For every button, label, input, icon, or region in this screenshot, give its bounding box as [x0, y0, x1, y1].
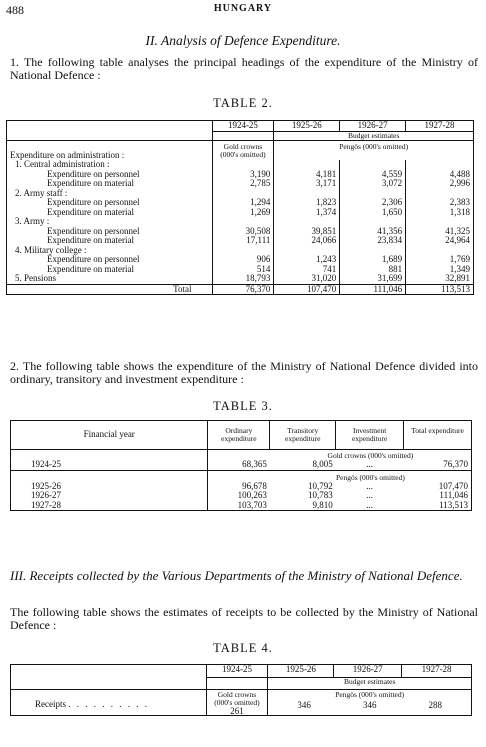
table-4-year-header: 1924-25	[206, 665, 268, 678]
table-4-gold-cell: Gold crowns (000's omitted) 261	[206, 690, 268, 716]
table-4-year-header: 1926-27	[334, 665, 402, 678]
table-2-cell: 1,349	[406, 265, 474, 275]
table-2-cell: 18,793	[212, 274, 274, 284]
table-2-cell: 3,072	[340, 179, 406, 189]
table-2-row-label: 5. Pensions	[15, 273, 57, 283]
table-2-cell: 31,020	[274, 274, 340, 284]
table-3-year: 1925-26	[31, 480, 61, 491]
table-3	[10, 420, 472, 511]
table-2-cell: 41,356	[340, 227, 406, 237]
table-3-header-transitory: Transitory expenditure	[270, 421, 336, 450]
table-2-cell: 4,488	[406, 170, 474, 180]
table-2-cell: 2,383	[406, 198, 474, 208]
table-4-year-header: 1927-28	[402, 665, 472, 678]
table-2-cell: 3,171	[274, 179, 340, 189]
table-3-cell: ...	[366, 499, 374, 510]
table-2-cell: 41,325	[406, 227, 474, 237]
table-3-year: 1926-27	[31, 490, 61, 500]
section-2-title: II. Analysis of Defence Expenditure.	[145, 33, 341, 48]
table-2-row-label: 1. Central administration :	[15, 159, 110, 169]
table-4-row-label: Receipts . . . . . . . . . .	[35, 699, 149, 709]
table-3-cell: 9,810	[312, 499, 333, 510]
table-4	[10, 664, 472, 716]
table-2-cell: 1,650	[340, 208, 406, 218]
table-3-header-total: Total expenditure	[404, 421, 472, 450]
table-3-cell: 96,678	[208, 482, 270, 492]
section-3-paragraph: The following table shows the estimates of receipts to be collected by the Ministry of National Defence :	[10, 605, 478, 632]
table-2-cell: 2,306	[340, 198, 406, 208]
table-3-cell: 10,783	[307, 490, 333, 500]
table-2-row-label: Expenditure on material	[47, 235, 134, 245]
table-2-cell: 17,111	[212, 236, 274, 246]
table-4-value: 288	[428, 700, 442, 710]
table-2-row-label: 2. Army staff :	[15, 187, 68, 198]
table-2-cell: 1,318	[406, 208, 474, 218]
table-4-budget-label: Budget estimates	[268, 678, 472, 690]
table-2-caption: TABLE 2.	[213, 96, 273, 110]
table-2-cell: 2,996	[406, 179, 474, 189]
table-3-cell: ...	[366, 480, 374, 491]
table-2-cell: 1,823	[274, 198, 340, 208]
table-2-cell: 1,243	[274, 255, 340, 265]
table-3-row	[11, 501, 472, 511]
running-title: HUNGARY	[213, 3, 273, 14]
table-4-caption: TABLE 4.	[213, 641, 273, 655]
table-2-row-label: Expenditure on material	[47, 206, 134, 217]
table-2-cell: 23,834	[340, 236, 406, 246]
table-2-cell: 1,294	[212, 198, 274, 208]
table-2-cell: 2,785	[212, 179, 274, 189]
table-3-year: 1927-28	[31, 499, 61, 510]
table-4-year-header: 1925-26	[268, 665, 334, 678]
paragraph-2: 2. The following table shows the expenditure of the Ministry of National Defence divided into ordinary, transitory and investment expenditure :	[10, 359, 478, 386]
table-3-cell: ...	[366, 459, 374, 469]
section-3-title: III. Receipts collected by the Various Departments of the Ministry of National Defence.	[10, 568, 463, 583]
table-2-row-label: Expenditure on personnel	[47, 225, 140, 236]
table-3-row	[11, 460, 472, 470]
table-2-cell: 741	[274, 265, 340, 275]
table-2-cell: 1,689	[340, 255, 406, 265]
table-2-cell: 1,374	[274, 208, 340, 218]
table-2-cell: 31,699	[340, 274, 406, 284]
table-3-cell: 8,005	[312, 459, 333, 469]
table-3-cell: ...	[366, 490, 374, 500]
table-2-cell: 881	[340, 265, 406, 275]
table-2-budget-label: Budget estimates	[274, 131, 474, 140]
table-2-row-label: Expenditure on material	[47, 263, 134, 274]
table-2	[6, 120, 474, 295]
table-2-total-cell: 111,046	[340, 284, 406, 295]
table-2-cell: 514	[212, 265, 274, 275]
table-2-year-header: 1926-27	[340, 121, 406, 132]
table-2-pengos-label: Pengös (000's omitted)	[274, 140, 474, 160]
table-2-year-header: 1925-26	[274, 121, 340, 132]
table-2-year-header: 1927-28	[406, 121, 474, 132]
table-2-row-label: Expenditure on material	[47, 178, 134, 188]
table-2-cell: 906	[212, 255, 274, 265]
table-2-row	[7, 179, 474, 189]
table-3-gold-label: Gold crowns (000's omitted)	[327, 451, 414, 460]
table-3-cell: 111,046	[439, 490, 468, 500]
table-2-cell: 3,190	[212, 170, 274, 180]
table-2-cell: 4,559	[340, 170, 406, 180]
table-2-row-label: Expenditure on personnel	[47, 168, 140, 179]
table-2-gold-label: Gold crowns (000's omitted)	[212, 140, 274, 160]
table-2-corner	[7, 121, 213, 141]
table-3-header-year: Financial year	[11, 421, 208, 450]
table-2-row-label: Expenditure on personnel	[47, 254, 140, 264]
table-3-year: 1924-25	[31, 459, 61, 469]
table-2-cell: 30,508	[212, 227, 274, 237]
table-2-cell: 1,769	[406, 255, 474, 265]
table-3-cell: 103,703	[208, 501, 270, 511]
table-2-row	[7, 274, 474, 284]
table-2-cell: 32,891	[406, 274, 474, 284]
table-3-cell: 100,263	[208, 491, 270, 501]
table-2-year-header: 1924-25	[212, 121, 274, 132]
table-2-cell: 24,066	[274, 236, 340, 246]
table-2-row-label: 3. Army :	[15, 216, 50, 226]
table-3-caption: TABLE 3.	[213, 399, 273, 413]
table-3-pengos-label: Pengös (000's omitted)	[270, 470, 472, 482]
table-4-value: 346	[297, 700, 311, 710]
table-3-cell: 76,370	[443, 459, 468, 469]
table-2-cell: 39,851	[274, 227, 340, 237]
table-2-total-label: Total	[7, 284, 213, 295]
table-2-total-cell: 76,370	[212, 284, 274, 295]
section-2-paragraph: 1. The following table analyses the principal headings of the expenditure of the Ministry of National Defence :	[10, 55, 478, 82]
table-3-cell: 10,792	[307, 480, 333, 491]
table-2-row-label: 4. Military college :	[15, 244, 87, 255]
table-4-value: 346	[362, 700, 377, 710]
table-2-row	[7, 265, 474, 275]
table-2-row	[7, 208, 474, 218]
table-2-row-label: Expenditure on personnel	[47, 197, 140, 207]
table-3-cell: 68,365	[208, 460, 270, 470]
table-2-cell: 1,269	[212, 208, 274, 218]
table-3-cell: 107,470	[438, 480, 468, 491]
table-2-cell: 24,964	[406, 236, 474, 246]
table-2-total-cell: 113,513	[406, 284, 474, 295]
table-3-header-ordinary: Ordinary expenditure	[208, 421, 270, 450]
table-3-header-investment: Investment expenditure	[336, 421, 404, 450]
page-number: 488	[6, 3, 24, 17]
table-4-pengos-cell: Pengös (000's omitted) 346 346 288	[268, 690, 472, 716]
table-2-expenditure-label: Expenditure on administration :	[10, 149, 125, 160]
table-2-cell: 4,181	[274, 170, 340, 180]
table-3-cell: 113,513	[439, 499, 468, 510]
table-2-total-cell: 107,470	[274, 284, 340, 295]
